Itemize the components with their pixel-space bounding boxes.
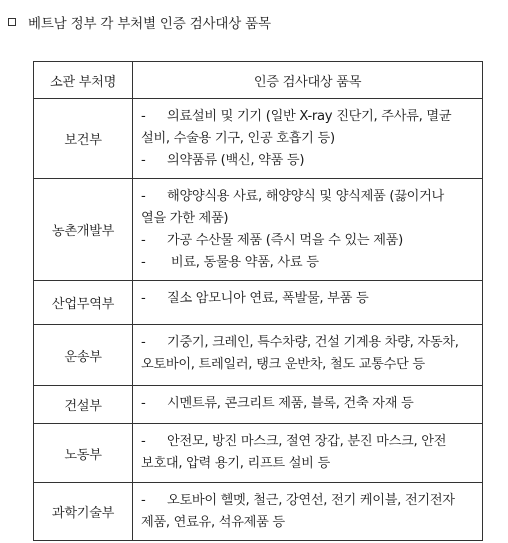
item-text: 오토바이 헬멧, 철근, 강연선, 전기 케이블, 전기전자: [167, 493, 455, 508]
item-line: [141, 186, 476, 208]
item-text: 질소 암모니아 연료, 폭발물, 부품 등: [167, 291, 369, 306]
table-row: [34, 424, 483, 483]
items-cell: [133, 483, 483, 541]
dash-marker: -: [141, 109, 146, 124]
items-cell: [133, 386, 483, 424]
item-text: 설비, 수술용 기구, 인공 호흡기 등): [141, 131, 335, 146]
item-line: [141, 230, 476, 252]
table-row: [34, 386, 483, 424]
items-cell: [133, 99, 483, 179]
items-cell: [133, 179, 483, 281]
header-ministry: 소관 부처명: [34, 62, 133, 99]
dash-marker: -: [141, 291, 146, 306]
ministry-cell: 보건부: [34, 99, 133, 179]
items-cell: [133, 424, 483, 483]
item-text: 시멘트류, 콘크리트 제품, 블록, 건축 자재 등: [167, 396, 414, 411]
table-row: [34, 281, 483, 325]
certification-items-table: [33, 61, 483, 541]
dash-marker: -: [141, 189, 146, 204]
document-title: [6, 12, 271, 32]
item-line: [141, 288, 476, 310]
item-line: [141, 106, 476, 128]
item-text: 오토바이, 트레일러, 탱크 운반차, 철도 교통수단 등: [141, 357, 425, 372]
table-row: [34, 99, 483, 179]
table-row: [34, 483, 483, 541]
ministry-cell: 노동부: [34, 424, 133, 483]
item-text: 해양양식용 사료, 해양양식 및 양식제품 (끓이거나: [167, 189, 444, 204]
item-line: [141, 453, 476, 475]
dash-marker: -: [141, 434, 146, 449]
items-cell: [133, 281, 483, 325]
dash-marker: -: [141, 396, 146, 411]
item-line: [141, 490, 476, 512]
item-text: 보호대, 압력 용기, 리프트 설비 등: [141, 456, 330, 471]
table-row: [34, 179, 483, 281]
item-line: [141, 332, 476, 354]
item-line: [141, 512, 476, 534]
dash-marker: -: [141, 153, 146, 168]
item-line: [141, 252, 476, 274]
ministry-cell: 산업무역부: [34, 281, 133, 325]
item-text: 제품, 연료유, 석유제품 등: [141, 515, 285, 530]
item-line: [141, 208, 476, 230]
item-text: 비료, 동물용 약품, 사료 등: [167, 255, 319, 270]
item-line: [141, 431, 476, 453]
item-text: 가공 수산물 제품 (즉시 먹을 수 있는 제품): [167, 233, 403, 248]
header-items: 인증 검사대상 품목: [133, 62, 483, 99]
ministry-cell: 과학기술부: [34, 483, 133, 541]
table-header-row: [34, 62, 483, 99]
square-bullet-icon: [8, 18, 16, 26]
document-title-text: 베트남 정부 각 부처별 인증 검사대상 품목: [28, 16, 271, 32]
item-line: [141, 128, 476, 150]
items-cell: [133, 325, 483, 386]
ministry-cell: 농촌개발부: [34, 179, 133, 281]
item-text: 의약품류 (백신, 약품 등): [167, 153, 305, 168]
dash-marker: -: [141, 493, 146, 508]
dash-marker: -: [141, 233, 146, 248]
item-text: 안전모, 방진 마스크, 절연 장갑, 분진 마스크, 안전: [167, 434, 447, 449]
item-text: 기중기, 크레인, 특수차량, 건설 기계용 차량, 자동차,: [167, 335, 459, 350]
ministry-cell: 운송부: [34, 325, 133, 386]
item-line: [141, 150, 476, 172]
item-text: 열을 가한 제품): [141, 211, 229, 226]
item-line: [141, 354, 476, 376]
ministry-cell: 건설부: [34, 386, 133, 424]
item-line: [141, 393, 476, 415]
dash-marker: -: [141, 255, 146, 270]
dash-marker: -: [141, 335, 146, 350]
item-text: 의료설비 및 기기 (일반 X-ray 진단기, 주사류, 멸균: [167, 109, 452, 124]
table-row: [34, 325, 483, 386]
